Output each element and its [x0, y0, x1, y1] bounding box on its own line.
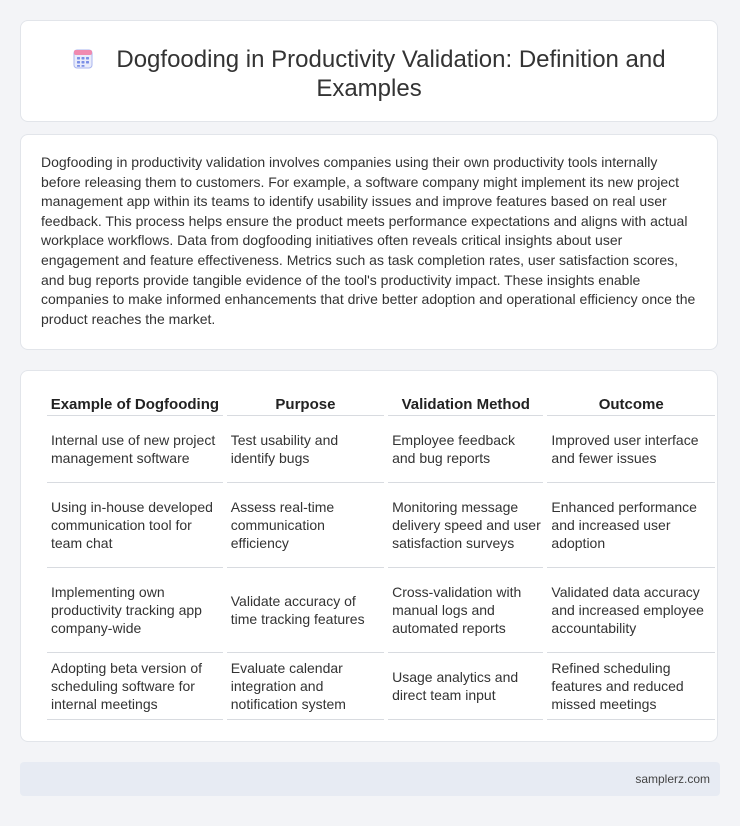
intro-paragraph: Dogfooding in productivity validation involves companies using their own productivity tools internally before releasing them to customers. For example, a software company might implement its new project management app within its teams to identify usability issues and improve features based on real user feedback. This process helps ensure the product meets performance expectations and aligns with actual workplace workflows. Data from dogfooding initiatives often reveals critical insights about user engagement and feature effectiveness. Metrics such as task completion rates, user satisfaction scores, and bug reports provide tangible evidence of the tool's productivity impact. These insights enable companies to make informed enhancements that drive better adoption and operational efficiency once the product reaches the market. [41, 154, 696, 327]
table-cell: Cross-validation with manual logs and automated reports [388, 568, 543, 653]
table-cell: Evaluate calendar integration and notification system [227, 653, 384, 720]
table-cell: Validated data accuracy and increased employee accountability [547, 568, 715, 653]
column-header-purpose: Purpose [227, 391, 384, 416]
calendar-icon [72, 48, 94, 70]
table-row [47, 416, 715, 483]
intro-card [20, 134, 718, 350]
table-cell: Monitoring message delivery speed and user satisfaction surveys [388, 483, 543, 568]
table-header-row [47, 391, 715, 416]
table-cell: Internal use of new project management software [47, 416, 223, 483]
table-row [47, 653, 715, 720]
table-cell: Using in-house developed communication tool for team chat [47, 483, 223, 568]
column-header-validation-method: Validation Method [388, 391, 543, 416]
table-row [47, 483, 715, 568]
table-cell: Assess real-time communication efficiency [227, 483, 384, 568]
column-header-example: Example of Dogfooding [47, 391, 223, 416]
table-cell: Usage analytics and direct team input [388, 653, 543, 720]
title-card [20, 20, 718, 122]
table-cell: Refined scheduling features and reduced missed meetings [547, 653, 715, 720]
table-cell: Test usability and identify bugs [227, 416, 384, 483]
footer-site-link[interactable]: samplerz.com [635, 772, 710, 786]
table-row [47, 568, 715, 653]
table-card [20, 370, 718, 742]
page-title-block [21, 45, 717, 103]
table-cell: Adopting beta version of scheduling software for internal meetings [47, 653, 223, 720]
table-cell: Enhanced performance and increased user adoption [547, 483, 715, 568]
page-title: Dogfooding in Productivity Validation: Definition and Examples [116, 46, 666, 102]
table-cell: Implementing own productivity tracking app company-wide [47, 568, 223, 653]
table-cell: Improved user interface and fewer issues [547, 416, 715, 483]
table-cell: Employee feedback and bug reports [388, 416, 543, 483]
column-header-outcome: Outcome [547, 391, 715, 416]
footer [20, 762, 720, 796]
table-cell: Validate accuracy of time tracking features [227, 568, 384, 653]
examples-table [43, 391, 719, 720]
